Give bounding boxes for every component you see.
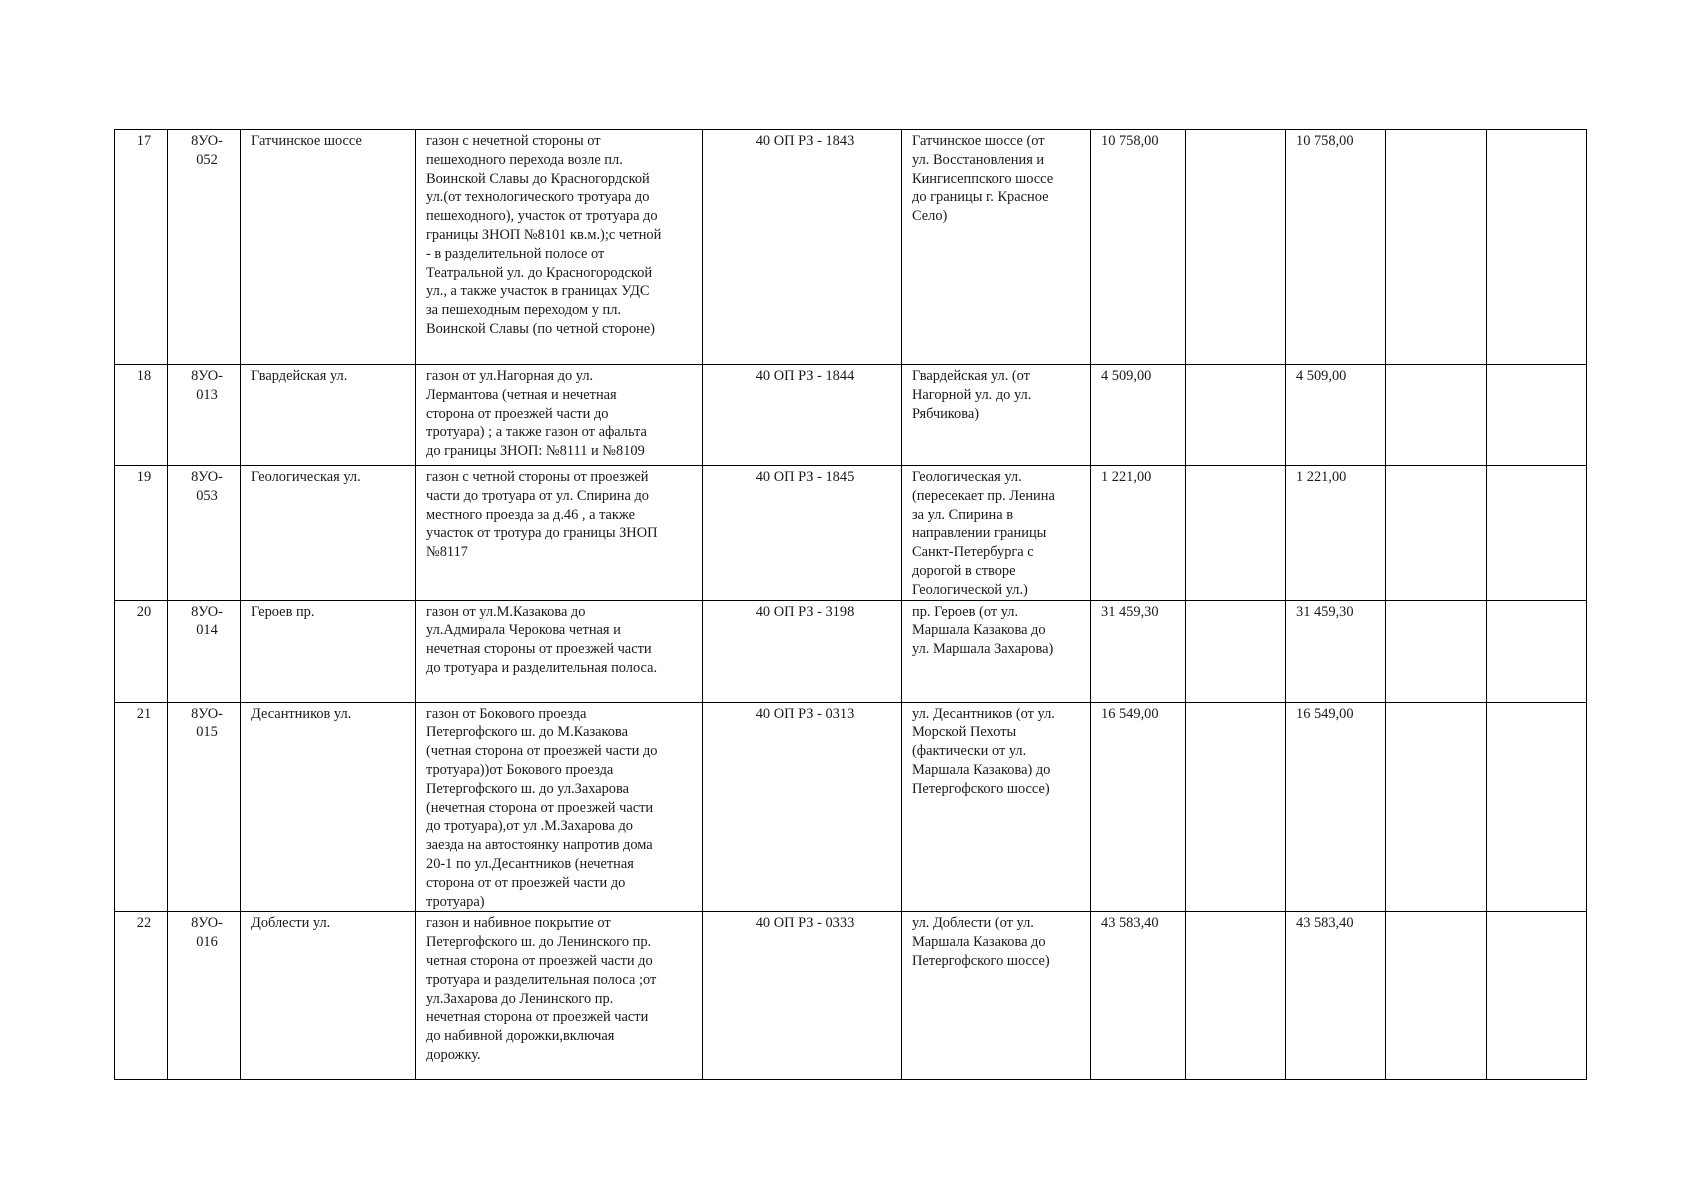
row-number: 21: [115, 702, 168, 912]
area-value: 4 509,00: [1091, 365, 1186, 466]
empty-cell: [1386, 466, 1487, 601]
total-value: 31 459,30: [1286, 600, 1386, 702]
area-description: газон от Бокового проезда Петергофского ш. до М.Казакова (четная сторона от проезжей части до тротуара))от Бокового проезда Петергофского ш. до ул.Захарова (нечетная сторона от проезжей части до тротуара),от ул .М.Захарова до заезда на автостоянку напротив дома 20-1 по ул.Десантников (нечетная сторона от от проезжей части до тротуара): [416, 702, 703, 912]
table-row: [115, 912, 1587, 1080]
total-value: 16 549,00: [1286, 702, 1386, 912]
row-number: 22: [115, 912, 168, 1080]
street-name: Геологическая ул.: [241, 466, 416, 601]
area-value: 10 758,00: [1091, 130, 1186, 365]
table-body: [115, 130, 1587, 1080]
object-code: 8УО- 052: [168, 130, 241, 365]
object-code: 8УО- 014: [168, 600, 241, 702]
street-name: Гвардейская ул.: [241, 365, 416, 466]
empty-cell: [1487, 130, 1587, 365]
area-description: газон от ул.Нагорная до ул. Лермантова (четная и нечетная сторона от проезжей части до тротуара) ; а также газон от афальта до границы ЗНОП: №8111 и №8109: [416, 365, 703, 466]
object-code: 8УО- 053: [168, 466, 241, 601]
object-code: 8УО- 013: [168, 365, 241, 466]
street-name: Героев пр.: [241, 600, 416, 702]
table-row: [115, 600, 1587, 702]
empty-cell: [1186, 912, 1286, 1080]
road-description: ул. Десантников (от ул. Морской Пехоты (фактически от ул. Маршала Казакова) до Петергофского шоссе): [902, 702, 1091, 912]
empty-cell: [1386, 365, 1487, 466]
empty-cell: [1386, 912, 1487, 1080]
total-value: 4 509,00: [1286, 365, 1386, 466]
empty-cell: [1186, 702, 1286, 912]
road-registry-number: 40 ОП РЗ - 1845: [703, 466, 902, 601]
area-value: 31 459,30: [1091, 600, 1186, 702]
road-registry-number: 40 ОП РЗ - 1844: [703, 365, 902, 466]
table-row: [115, 365, 1587, 466]
road-registry-number: 40 ОП РЗ - 3198: [703, 600, 902, 702]
street-name: Доблести ул.: [241, 912, 416, 1080]
row-number: 18: [115, 365, 168, 466]
area-value: 16 549,00: [1091, 702, 1186, 912]
empty-cell: [1186, 466, 1286, 601]
area-description: газон и набивное покрытие от Петергофского ш. до Ленинского пр. четная сторона от проезжей части до тротуара и разделительная полоса ;от ул.Захарова до Ленинского пр. нечетная сторона от проезжей части до набивной дорожки,включая дорожку.: [416, 912, 703, 1080]
area-value: 1 221,00: [1091, 466, 1186, 601]
object-code: 8УО- 016: [168, 912, 241, 1080]
row-number: 20: [115, 600, 168, 702]
area-description: газон с нечетной стороны от пешеходного перехода возле пл. Воинской Славы до Красногордской ул.(от технологического тротуара до пешеходного), участок от тротуара до границы ЗНОП №8101 кв.м.);с четной - в разделительной полосе от Театральной ул. до Красногородской ул., а также участок в границах УДС за пешеходным переходом у пл. Воинской Славы (по четной стороне): [416, 130, 703, 365]
road-description: ул. Доблести (от ул. Маршала Казакова до Петергофского шоссе): [902, 912, 1091, 1080]
total-value: 43 583,40: [1286, 912, 1386, 1080]
row-number: 17: [115, 130, 168, 365]
road-description: пр. Героев (от ул. Маршала Казакова до ул. Маршала Захарова): [902, 600, 1091, 702]
register-table: [114, 129, 1587, 1080]
empty-cell: [1186, 130, 1286, 365]
area-value: 43 583,40: [1091, 912, 1186, 1080]
empty-cell: [1487, 466, 1587, 601]
row-number: 19: [115, 466, 168, 601]
road-description: Гвардейская ул. (от Нагорной ул. до ул. Рябчикова): [902, 365, 1091, 466]
area-description: газон с четной стороны от проезжей части до тротуара от ул. Спирина до местного проезда за д.46 , а также участок от тротура до границы ЗНОП №8117: [416, 466, 703, 601]
empty-cell: [1186, 600, 1286, 702]
object-code: 8УО- 015: [168, 702, 241, 912]
total-value: 10 758,00: [1286, 130, 1386, 365]
street-name: Десантников ул.: [241, 702, 416, 912]
road-registry-number: 40 ОП РЗ - 0313: [703, 702, 902, 912]
empty-cell: [1186, 365, 1286, 466]
road-registry-number: 40 ОП РЗ - 0333: [703, 912, 902, 1080]
table-row: [115, 702, 1587, 912]
area-description: газон от ул.М.Казакова до ул.Адмирала Черокова четная и нечетная стороны от проезжей части до тротуара и разделительная полоса.: [416, 600, 703, 702]
road-registry-number: 40 ОП РЗ - 1843: [703, 130, 902, 365]
total-value: 1 221,00: [1286, 466, 1386, 601]
empty-cell: [1487, 912, 1587, 1080]
road-description: Геологическая ул. (пересекает пр. Ленина за ул. Спирина в направлении границы Санкт-Петербурга с дорогой в створе Геологической ул.): [902, 466, 1091, 601]
street-name: Гатчинское шоссе: [241, 130, 416, 365]
empty-cell: [1386, 702, 1487, 912]
empty-cell: [1386, 130, 1487, 365]
empty-cell: [1487, 600, 1587, 702]
empty-cell: [1487, 365, 1587, 466]
table-row: [115, 130, 1587, 365]
empty-cell: [1487, 702, 1587, 912]
empty-cell: [1386, 600, 1487, 702]
table-row: [115, 466, 1587, 601]
road-description: Гатчинское шоссе (от ул. Восстановления и Кингисеппского шоссе до границы г. Красное Село): [902, 130, 1091, 365]
